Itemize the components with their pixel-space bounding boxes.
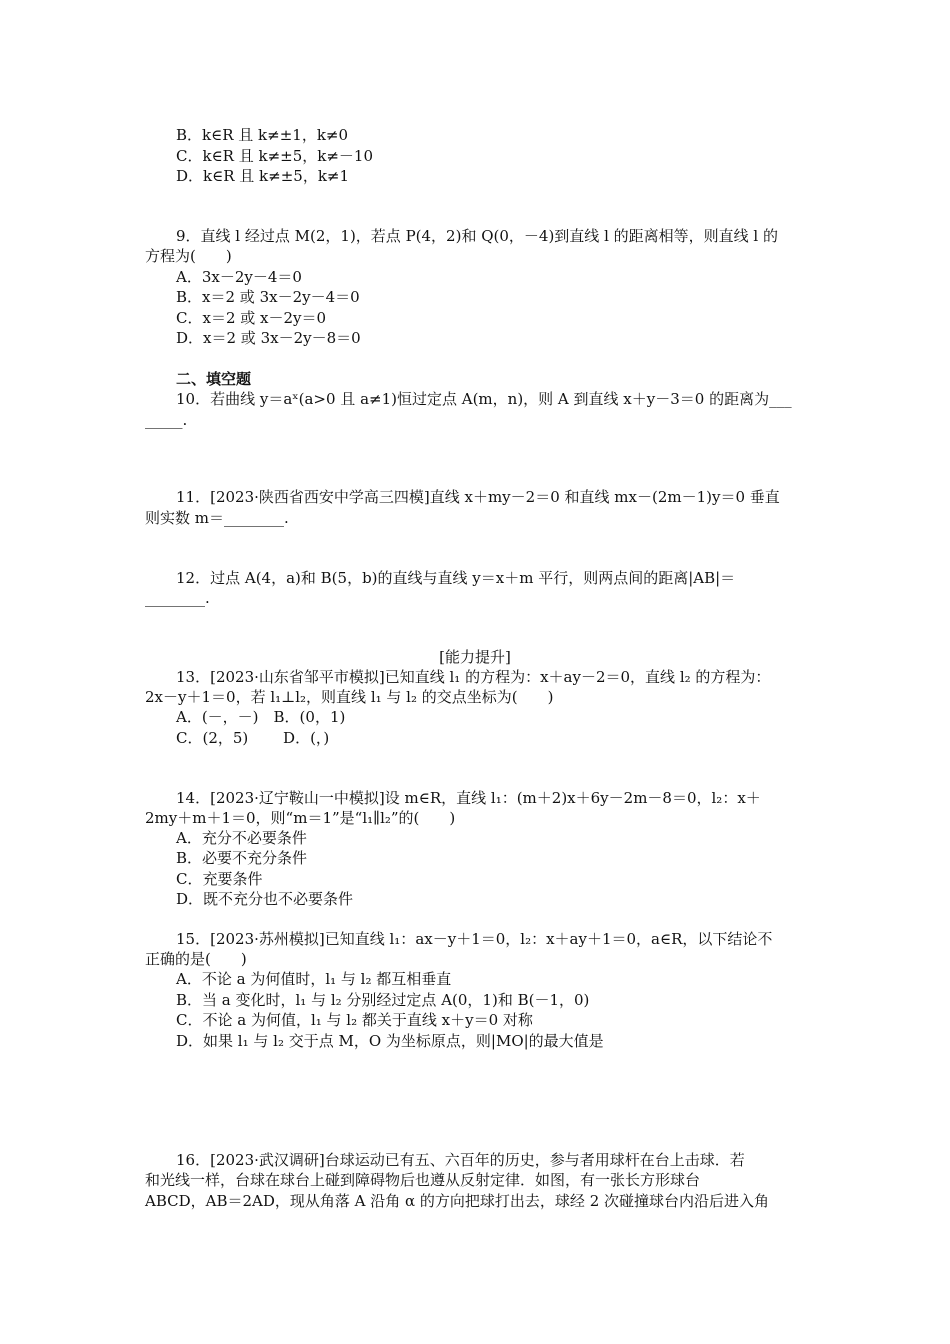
q13-line2: 2x－y＋1＝0，若 l₁⊥l₂，则直线 l₁ 与 l₂ 的交点坐标为( ) xyxy=(145,688,554,706)
q10-line1: 10．若曲线 y＝aˣ(a>0 且 a≠1)恒过定点 A(m，n)，则 A 到直线 x＋y－3＝0 的距离为___ xyxy=(176,390,792,408)
q16-line2: 和光线一样，台球在球台上碰到障碍物后也遵从反射定律．如图，有一张长方形球台 xyxy=(145,1171,701,1189)
q8-option-b: B．k∈R 且 k≠±1，k≠0 xyxy=(176,126,349,144)
q15-option-a: A．不论 a 为何值时，l₁ 与 l₂ 都互相垂直 xyxy=(176,970,452,988)
q14-line2: 2my＋m＋1＝0，则“m＝1”是“l₁∥l₂”的( ) xyxy=(145,809,456,827)
q12-line2: ________. xyxy=(145,589,210,607)
q9-option-b: B．x＝2 或 3x－2y－4＝0 xyxy=(176,288,360,306)
q14-option-a: A．充分不必要条件 xyxy=(176,829,307,847)
q9-option-a: A．3x－2y－4＝0 xyxy=(176,268,302,286)
q15-option-c: C．不论 a 为何值，l₁ 与 l₂ 都关于直线 x＋y＝0 对称 xyxy=(176,1011,533,1029)
q14-line1: 14．[2023·辽宁鞍山一中模拟]设 m∈R，直线 l₁：(m＋2)x＋6y－2m－8＝0，l₂：x＋ xyxy=(176,789,761,807)
section-heading-ability: [能力提升] xyxy=(439,648,511,666)
q13-options-row2: C．(2，5) D．(，) xyxy=(176,729,330,747)
q15-line2: 正确的是( ) xyxy=(145,950,247,968)
q12-line1: 12．过点 A(4，a)和 B(5，b)的直线与直线 y＝x＋m 平行，则两点间的距离|AB|＝ xyxy=(176,569,736,587)
q13-line1: 13．[2023·山东省邹平市模拟]已知直线 l₁ 的方程为：x＋ay－2＝0，直线 l₂ 的方程为： xyxy=(176,668,771,686)
q14-option-d: D．既不充分也不必要条件 xyxy=(176,890,354,908)
q9-stem-line2: 方程为( ) xyxy=(145,247,232,265)
q11-line2: 则实数 m＝________. xyxy=(145,509,289,527)
q9-option-c: C．x＝2 或 x－2y＝0 xyxy=(176,309,327,327)
q8-option-d: D．k∈R 且 k≠±5，k≠1 xyxy=(176,167,350,185)
q9-stem-line1: 9．直线 l 经过点 M(2，1)，若点 P(4，2)和 Q(0，－4)到直线 l 的距离相等，则直线 l 的 xyxy=(176,227,778,245)
q15-line1: 15．[2023·苏州模拟]已知直线 l₁：ax－y＋1＝0，l₂：x＋ay＋1＝0，a∈R，以下结论不 xyxy=(176,930,773,948)
q13-options-row1: A．(－，－) B．(0，1) xyxy=(176,708,346,726)
q14-option-c: C．充要条件 xyxy=(176,870,263,888)
q15-option-b: B．当 a 变化时，l₁ 与 l₂ 分别经过定点 A(0，1)和 B(－1，0) xyxy=(176,991,590,1009)
q16-line1: 16．[2023·武汉调研]台球运动已有五、六百年的历史，参与者用球杆在台上击球．若 xyxy=(176,1151,745,1169)
section-heading-fill-in: 二、填空题 xyxy=(176,370,252,388)
q15-option-d: D．如果 l₁ 与 l₂ 交于点 M，O 为坐标原点，则|MO|的最大值是 xyxy=(176,1032,604,1050)
q10-line2: _____. xyxy=(145,411,188,429)
q11-line1: 11．[2023·陕西省西安中学高三四模]直线 x＋my－2＝0 和直线 mx－(2m－1)y＝0 垂直 xyxy=(176,488,780,506)
q14-option-b: B．必要不充分条件 xyxy=(176,849,308,867)
q8-option-c: C．k∈R 且 k≠±5，k≠－10 xyxy=(176,147,374,165)
q16-line3: ABCD，AB＝2AD，现从角落 A 沿角 α 的方向把球打出去，球经 2 次碰撞球台内沿后进入角 xyxy=(145,1192,770,1210)
q9-option-d: D．x＝2 或 3x－2y－8＝0 xyxy=(176,329,361,347)
